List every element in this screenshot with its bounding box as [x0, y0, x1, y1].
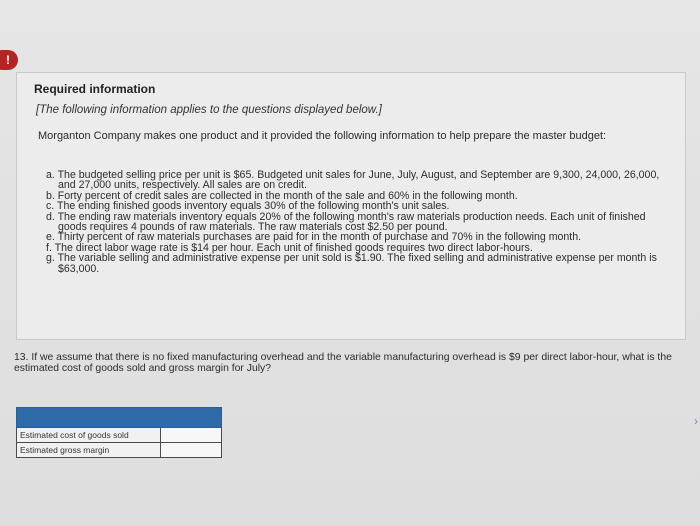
list-item: a. The budgeted selling price per unit is $65. Budgeted unit sales for June, July, August, and September are 9,300, 24,000, 26,000, and 27,000 units, respectively. All sales are on credit. [46, 169, 660, 192]
required-information-heading: Required information [34, 82, 156, 96]
list-item: g. The variable selling and administrative expense per unit sold is $1.90. The fixed selling and administrative expense per month is $63,000. [46, 252, 657, 275]
company-intro: Morganton Company makes one product and it provided the following information to help prepare the master budget: [38, 130, 607, 142]
list-item: b. Forty percent of credit sales are collected in the month of the sale and 60% in the following month. [46, 189, 518, 202]
question-13-text: 13. If we assume that there is no fixed manufacturing overhead and the variable manufacturing overhead is $9 per direct labor-hour, what is the estimated cost of goods sold and gross margin for July? [14, 352, 672, 374]
applies-note: [The following information applies to the questions displayed below.] [36, 104, 382, 116]
list-item: c. The ending finished goods inventory equals 30% of the following month's unit sales. [46, 200, 450, 213]
cost-of-goods-sold-input[interactable] [161, 428, 222, 443]
list-item: f. The direct labor wage rate is $14 per hour. Each unit of finished goods requires two direct labor-hours. [46, 241, 533, 254]
list-item: d. The ending raw materials inventory equals 20% of the following month's raw materials production needs. Each unit of finished goods requires 4 pounds of raw materials. The raw materials cost $2.50 per pound. [46, 210, 646, 234]
chevron-right-icon[interactable]: › [694, 414, 698, 428]
header-cell [17, 408, 222, 428]
answer-table-header [17, 408, 222, 428]
budget-info-list [46, 170, 666, 274]
answer-table [16, 407, 222, 458]
alert-badge: ! [0, 50, 18, 70]
table-row [17, 443, 222, 458]
row-label: Estimated cost of goods sold [17, 428, 161, 443]
table-row [17, 428, 222, 443]
row-label: Estimated gross margin [17, 443, 161, 458]
gross-margin-input[interactable] [161, 443, 222, 458]
list-item: e. Thirty percent of raw materials purchases are paid for in the month of purchase and 70% in the following month. [46, 231, 582, 244]
